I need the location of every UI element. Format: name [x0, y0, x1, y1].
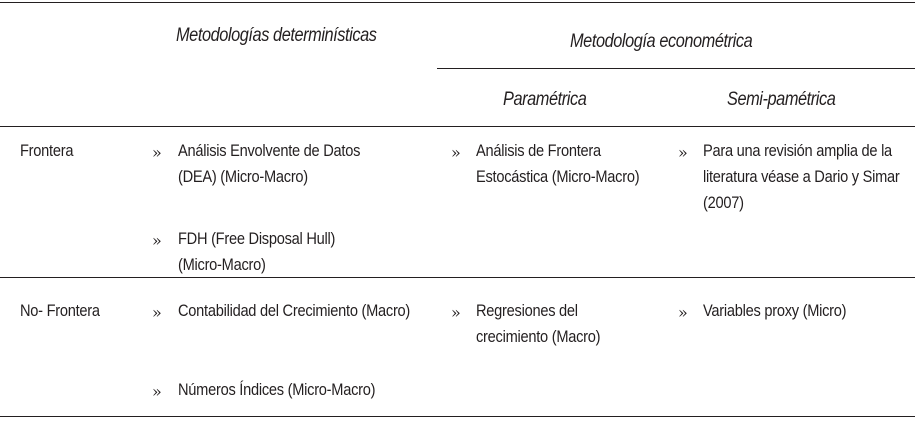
- header-bottom-rule: [0, 126, 915, 127]
- header-econometric: Metodología econométrica: [570, 31, 753, 52]
- header-parametric: Paramétrica: [503, 89, 587, 110]
- bullet-icon: »: [152, 143, 162, 162]
- row-label-no-frontera: No- Frontera: [20, 301, 100, 320]
- header-semiparametric: Semi-pamétrica: [727, 89, 836, 110]
- bullet-icon: »: [678, 303, 688, 322]
- list-item: Análisis de Frontera Estocástica (Micro-Macro): [476, 141, 640, 186]
- econometric-header-rule: [437, 68, 915, 69]
- list-item: Para una revisión amplia de la literatura véase a Dario y Simar (2007): [703, 141, 900, 212]
- list-item: Análisis Envolvente de Datos (DEA) (Micro-Macro): [178, 141, 361, 186]
- list-item: FDH (Free Disposal Hull) (Micro-Macro): [178, 229, 336, 274]
- list-item: Regresiones del crecimiento (Macro): [476, 301, 601, 346]
- list-item: Números Índices (Micro-Macro): [178, 380, 376, 399]
- bullet-icon: »: [152, 231, 162, 250]
- list-item: Contabilidad del Crecimiento (Macro): [178, 301, 411, 320]
- bullet-icon: »: [451, 143, 461, 162]
- table-top-rule: [0, 2, 915, 3]
- row-divider-rule: [0, 277, 915, 278]
- bullet-icon: »: [678, 143, 688, 162]
- list-item: Variables proxy (Micro): [703, 301, 847, 320]
- table-bottom-rule: [0, 416, 915, 417]
- row-label-frontera: Frontera: [20, 141, 74, 160]
- bullet-icon: »: [152, 303, 162, 322]
- header-deterministic: Metodologías determinísticas: [176, 25, 377, 46]
- bullet-icon: »: [152, 382, 162, 401]
- bullet-icon: »: [451, 303, 461, 322]
